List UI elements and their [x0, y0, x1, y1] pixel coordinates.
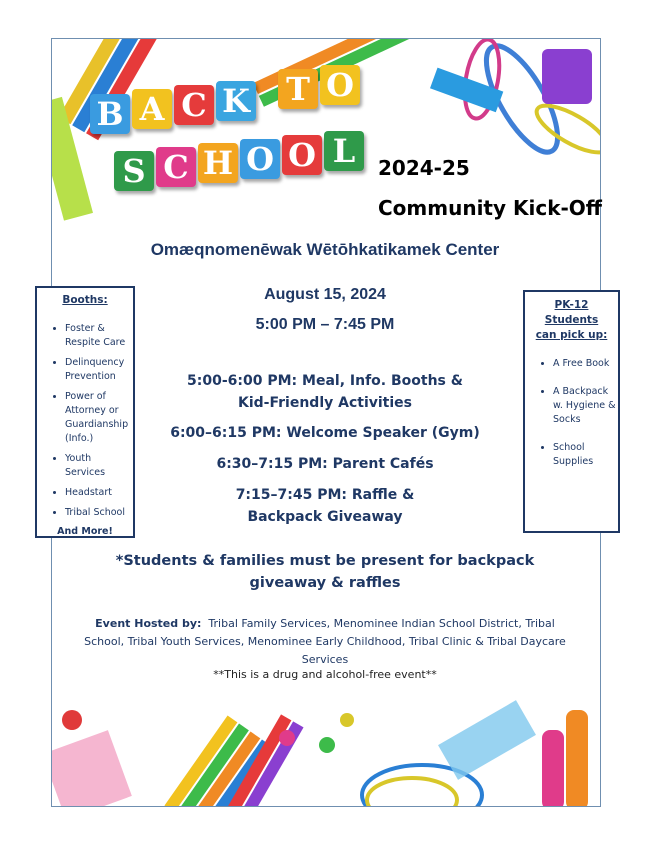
letter-cube: O	[320, 65, 360, 105]
venue-name: Omæqnomenēwak Wētōhkatikamek Center	[150, 240, 500, 259]
list-item: • A Backpack w. Hygiene & Socks	[553, 385, 618, 427]
list-item: • Delinquency Prevention	[65, 356, 133, 384]
letter-cube: C	[174, 85, 214, 125]
letter-cube: K	[216, 81, 256, 121]
schedule-line: 5:00-6:00 PM: Meal, Info. Booths &	[187, 373, 463, 389]
letter-cube: B	[90, 94, 130, 134]
list-item: • Tribal School	[65, 506, 133, 520]
pickup-list	[525, 357, 618, 469]
schedule-line: 6:00–6:15 PM: Welcome Speaker (Gym)	[170, 425, 480, 441]
school-supplies-illustration	[52, 700, 600, 806]
schedule-line: Kid-Friendly Activities	[237, 395, 412, 411]
list-item: • A Free Book	[553, 357, 618, 371]
event-time: 5:00 PM – 7:45 PM	[255, 316, 395, 333]
schedule-item	[160, 370, 490, 414]
event-date: August 15, 2024	[264, 286, 386, 303]
pickup-title: PK-12 Students can pick up:	[535, 299, 608, 341]
booths-title: Booths:	[62, 294, 108, 306]
letter-cube: T	[278, 69, 318, 109]
event-title: Community Kick-Off	[378, 196, 603, 220]
schedule-item	[160, 422, 490, 444]
list-item: • Foster & Respite Care	[65, 322, 133, 350]
letter-cube: S	[114, 151, 154, 191]
school-year: 2024-25	[378, 156, 470, 180]
hosted-text: Tribal Family Services, Menominee Indian School District, Tribal School, Tribal Youth Services, Menominee Early Childhood, Tribal Clinic & Tribal Daycare Services	[84, 617, 566, 666]
list-item: • Headstart	[65, 486, 133, 500]
pickup-box	[523, 290, 620, 533]
letter-cube: A	[132, 89, 172, 129]
letter-cube: O	[240, 139, 280, 179]
booths-list	[37, 322, 133, 520]
schedule-line: 6:30–7:15 PM: Parent Cafés	[216, 456, 434, 472]
letter-cube: O	[282, 135, 322, 175]
drug-free-notice: **This is a drug and alcohol-free event**	[213, 668, 437, 681]
list-item: • School Supplies	[553, 441, 618, 469]
list-item: • Youth Services	[65, 452, 133, 480]
hosted-label: Event Hosted by:	[95, 617, 202, 630]
attendance-notice: *Students & families must be present for backpack giveaway & raffles	[115, 553, 535, 591]
list-item: • Power of Attorney or Guardianship (Info.)	[65, 390, 133, 446]
hosted-by	[80, 615, 570, 669]
schedule-item	[160, 484, 490, 528]
letter-cube: H	[198, 143, 238, 183]
schedule-line: 7:15–7:45 PM: Raffle &	[235, 487, 415, 503]
schedule-line: Backpack Giveaway	[247, 509, 403, 525]
supplies-footer-illustration	[52, 700, 600, 806]
letter-cube: C	[156, 147, 196, 187]
schedule-item	[160, 453, 490, 475]
booths-more: And More!	[57, 526, 113, 537]
booths-box	[35, 286, 135, 538]
letter-cube: L	[324, 131, 364, 171]
